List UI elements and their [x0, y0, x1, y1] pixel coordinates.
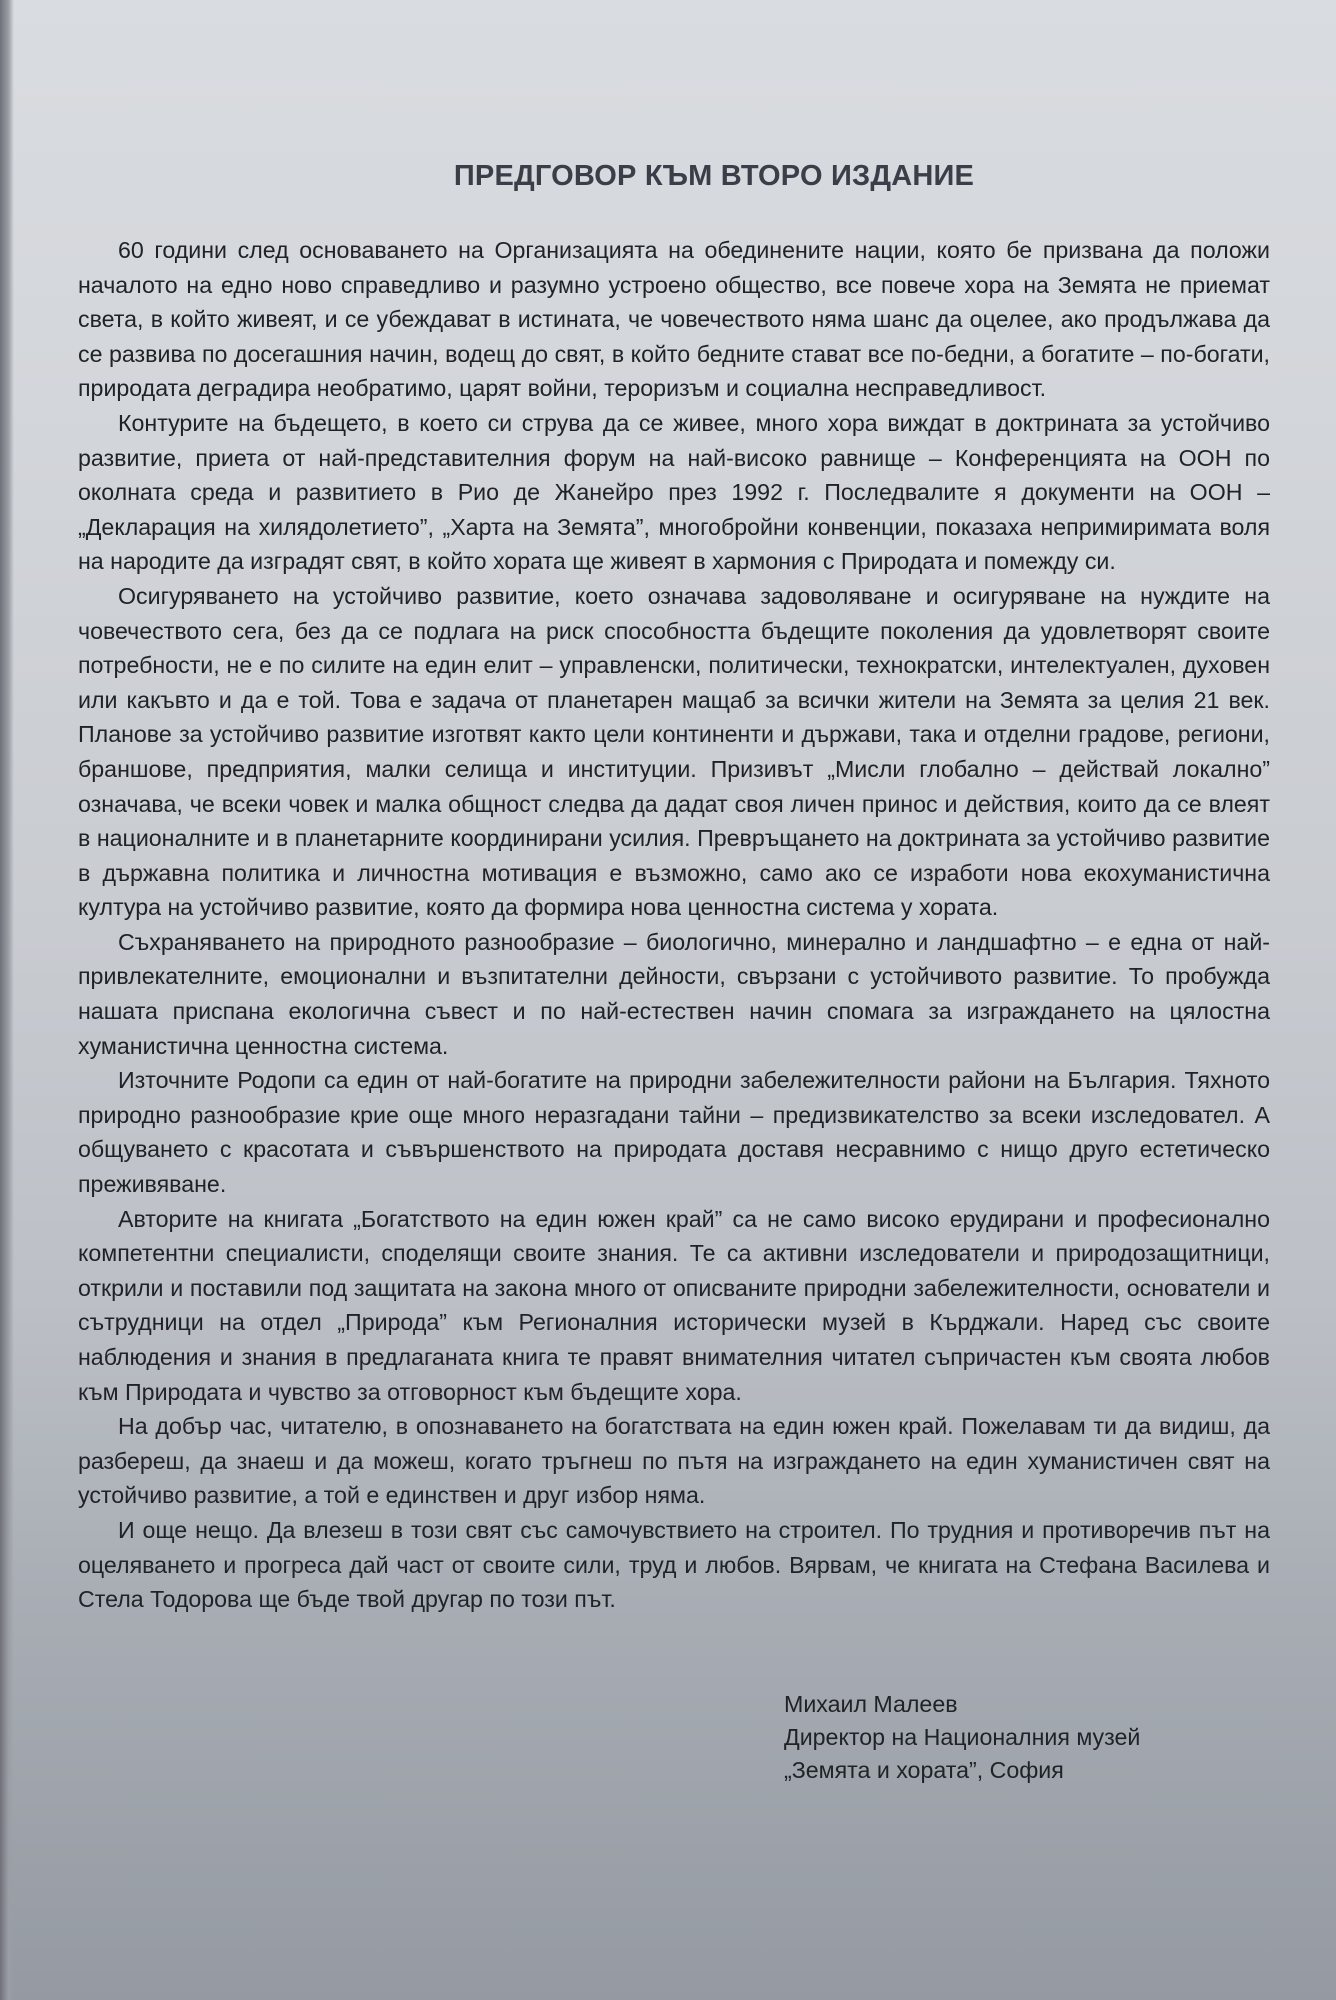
paragraph-6: Авторите на книгата „Богатството на един южен край” са не само високо ерудирани и професионално компетентни специалисти, споделящи своите знания. Те са активни изследователи и природозащитници, открили и поставили под защитата на закона много от описваните природни забележителности, основатели и сътрудници на отдел „Природа” към Регионалния исторически музей в Кърджали. Наред със своите наблюдения и знания в предлаганата книга те правят внимателния читател съпричастен към своята любов към Природата и чувство за отговорност към бъдещите хора. [78, 1205, 1270, 1405]
document-page [78, 160, 1270, 1617]
paragraph-1: 60 години след основаването на Организацията на обединените нации, която бе призвана да положи началото на едно ново справедливо и разумно устроено общество, все повече хора на Земята не приемат света, в който живеят, и се убеждават в истината, че човечеството няма шанс да оцелее, ако продължава да се развива по досегашния начин, водещ до свят, в който бедните стават все по-бедни, а богатите – по-богати, природата деградира необратимо, царят войни, тероризъм и социална несправедливост. [78, 237, 1270, 402]
paragraph-7: На добър час, читателю, в опознаването на богатствата на един южен край. Пожелавам ти да видиш, да разбереш, да знаеш и да можеш, когато тръгнеш по пътя на изграждането на един хуманистичен свят на устойчиво развитие, а той е единствен и друг избор няма. [78, 1413, 1270, 1509]
page-binding-edge [0, 0, 14, 2000]
signature-institution: „Земята и хората”, София [784, 1757, 1064, 1783]
document-title: ПРЕДГОВОР КЪМ ВТОРО ИЗДАНИЕ [453, 160, 975, 192]
signature-position: Директор на Националния музей [784, 1724, 1141, 1750]
signature-name: Михаил Малеев [784, 1691, 958, 1717]
paragraph-2: Контурите на бъдещето, в което си струва да се живее, много хора виждат в доктрината за устойчиво развитие, приета от най-представителния форум на най-високо равнище – Конференцията на ООН по околната среда и развитието в Рио де Жанейро през 1992 г. Последвалите я документи на ООН – „Декларация на хилядолетието”, „Харта на Земята”, многобройни конвенции, показаха непримиримата воля на народите да изградят свят, в който хората ще живеят в хармония с Природата и помежду си. [78, 409, 1270, 575]
paragraph-8: И още нещо. Да влезеш в този свят със самочувствието на строител. По трудния и противоречив път на оцеляването и прогреса дай част от своите сили, труд и любов. Вярвам, че книгата на Стефана Василева и Стела Тодорова ще бъде твой другар по този път. [78, 1516, 1270, 1613]
paragraph-5: Източните Родопи са един от най-богатите на природни забележителности райони на България. Тяхното природно разнообразие крие още много неразгадани тайни – предизвикателство за всеки изследовател. А общуването с красотата и съвършенството на природата доставя несравнимо с нищо друго естетическо преживяване. [78, 1067, 1270, 1198]
paragraph-4: Съхраняването на природното разнообразие – биологично, минерално и ландшафтно – е една от най-привлекателните, емоционални и възпитателни дейности, свързани с устойчивото развитие. То пробужда нашата приспана екологична съвест и по най-естествен начин спомага за изграждането на цялостна хуманистична ценностна система. [78, 928, 1270, 1059]
paragraph-3: Осигуряването на устойчиво развитие, което означава задоволяване и осигуряване на нуждите на човечеството сега, без да се подлага на риск способността бъдещите поколения да удовлетворят своите потребности, не е по силите на един елит – управленски, политически, технократски, интелектуален, духовен или какъвто и да е той. Това е задача от планетарен мащаб за всички жители на Земята за целия 21 век. Планове за устойчиво развитие изготвят както цели континенти и държави, така и отделни градове, региони, браншове, предприятия, малки селища и институции. Призивът „Мисли глобално – действай локално” означава, че всеки човек и малка общност следва да дадат своя личен принос и действия, които да се влеят в националните и в планетарните координирани усилия. Превръщането на доктрината за устойчиво развитие в държавна политика и личностна мотивация е възможно, само ако се изработи нова екохуманистична култура на устойчиво развитие, която да формира нова ценностна система у хората. [78, 582, 1270, 921]
signature-block [784, 1688, 1140, 1787]
